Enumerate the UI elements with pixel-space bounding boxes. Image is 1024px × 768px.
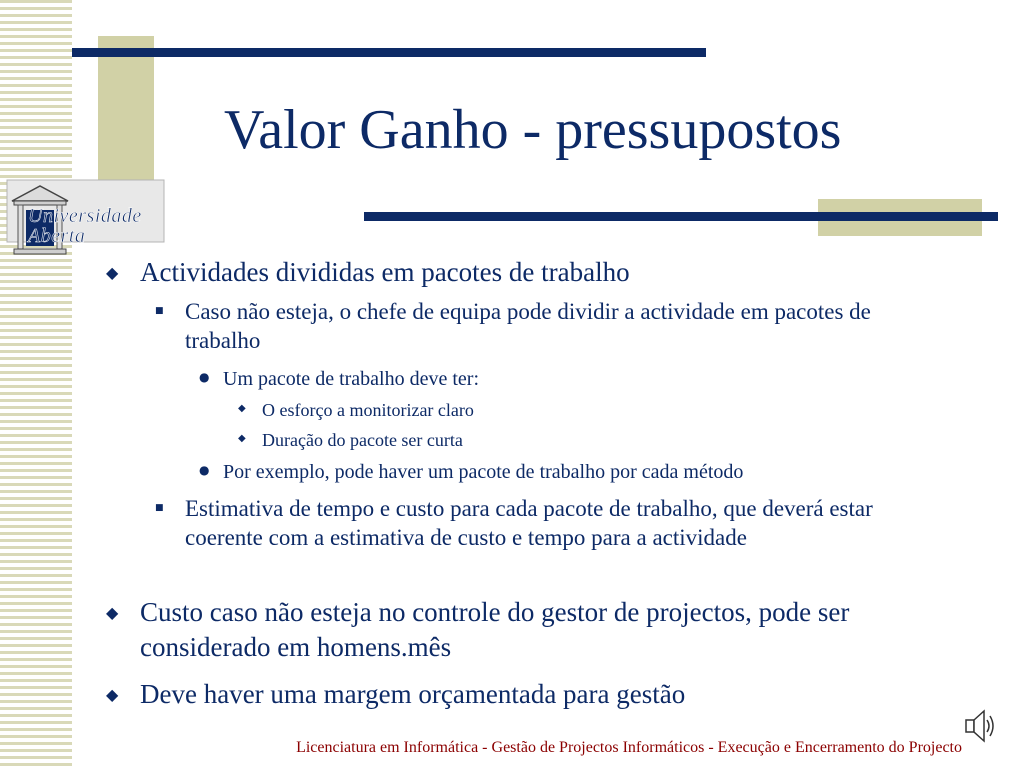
bullet-text: Deve haver uma margem orçamentada para gestão — [140, 679, 686, 709]
small-diamond-bullet-icon: ◆ — [238, 433, 246, 444]
small-diamond-bullet-icon: ◆ — [238, 403, 246, 414]
round-bullet-icon: ● — [199, 370, 210, 384]
round-bullet-icon: ● — [199, 463, 210, 477]
logo-line-2: Aberta — [28, 225, 86, 247]
logo-line-1: Universidade — [28, 205, 142, 227]
bullet-text: Duração do pacote ser curta — [262, 430, 463, 450]
speaker-icon[interactable] — [962, 705, 996, 747]
bullet-text: Custo caso não esteja no controle do gestor de projectos, pode ser considerado em homens.mês — [140, 597, 850, 662]
diamond-bullet-icon: ◆ — [106, 603, 119, 622]
bullet-text: Actividades divididas em pacotes de trabalho — [140, 257, 630, 287]
bullet-text: Um pacote de trabalho deve ter: — [223, 368, 479, 390]
bullet-text: Por exemplo, pode haver um pacote de trabalho por cada método — [223, 461, 744, 483]
slide-footer: Licenciatura em Informática - Gestão de Projectos Informáticos - Execução e Encerramento do Projecto — [296, 739, 962, 756]
square-bullet-icon: ■ — [155, 306, 164, 316]
diamond-bullet-icon: ◆ — [106, 685, 119, 704]
bullet-text: Estimativa de tempo e custo para cada pacote de trabalho, que deverá estar coerente com a estimativa de custo e tempo para a actividade — [185, 496, 873, 550]
diamond-bullet-icon: ◆ — [106, 263, 119, 282]
bullet-text: O esforço a monitorizar claro — [262, 400, 474, 420]
slide-title: Valor Ganho - pressupostos — [224, 99, 842, 161]
bullet-text: Caso não esteja, o chefe de equipa pode dividir a actividade em pacotes de trabalho — [185, 299, 871, 353]
square-bullet-icon: ■ — [155, 503, 164, 513]
